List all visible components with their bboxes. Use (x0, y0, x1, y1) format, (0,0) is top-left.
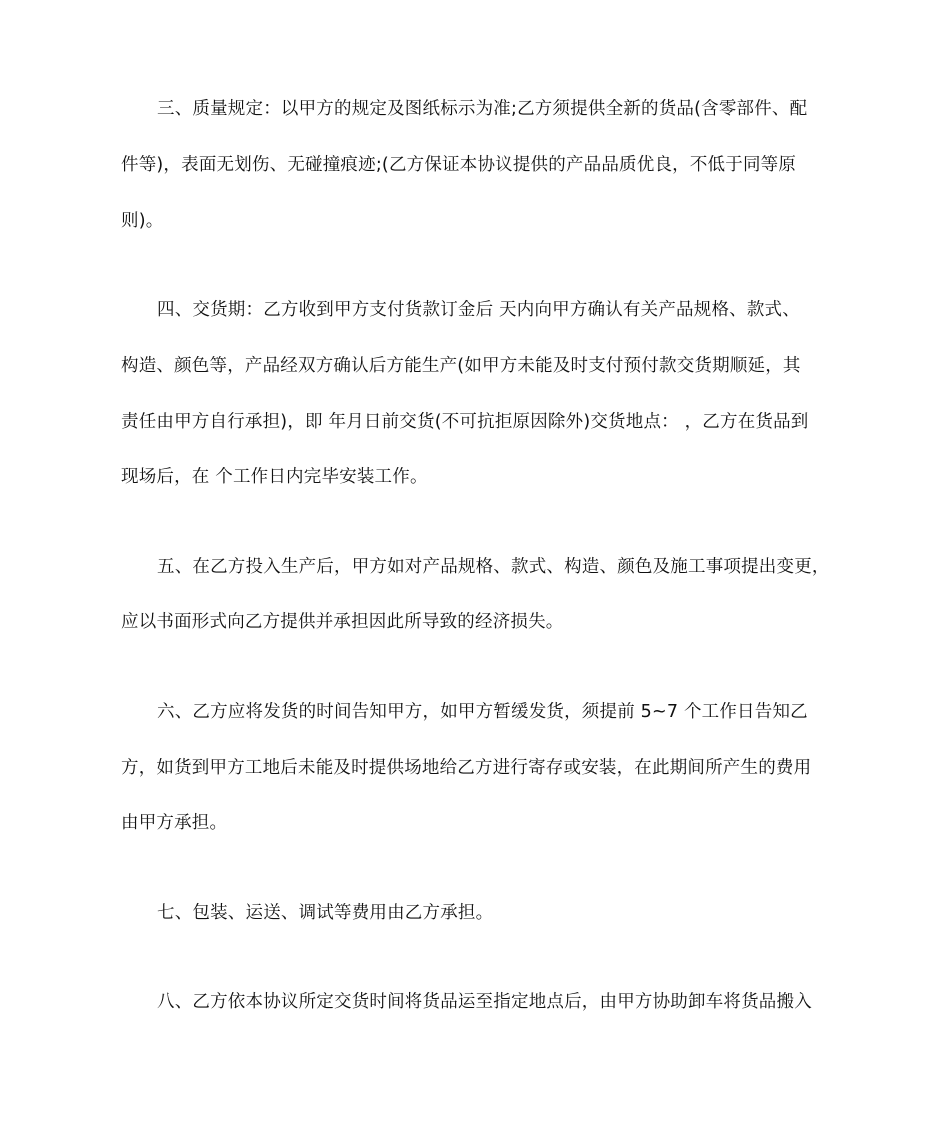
clause-5-line-2: 应以书面形式向乙方提供并承担因此所导致的经济损失。 (121, 612, 564, 632)
clause-4-line-4: 现场后，在 个工作日内完毕安装工作。 (121, 467, 428, 487)
clause-7-line-1: 七、包装、运送、调试等费用由乙方承担。 (157, 903, 494, 923)
clause-3-line-1: 三、质量规定：以甲方的规定及图纸标示为准;乙方须提供全新的货品(含零部件、配 (157, 99, 808, 119)
clause-6-line-3: 由甲方承担。 (121, 813, 228, 833)
clause-6-line-1: 六、乙方应将发货的时间告知甲方，如甲方暂缓发货，须提前 5~7 个工作日告知乙 (157, 702, 808, 722)
clause-6-line-2: 方，如货到甲方工地后未能及时提供场地给乙方进行寄存或安装，在此期间所产生的费用 (121, 758, 812, 778)
clause-3-line-2: 件等)，表面无划伤、无碰撞痕迹;(乙方保证本协议提供的产品品质优良，不低于同等原 (121, 155, 797, 175)
clause-4-line-2: 构造、颜色等，产品经双方确认后方能生产(如甲方未能及时支付预付款交货期顺延，其 (121, 356, 801, 376)
clause-4-line-3: 责任由甲方自行承担)，即 年月日前交货(不可抗拒原因除外)交货地点： ，乙方在货品到 (121, 412, 809, 432)
clause-4-line-1: 四、交货期：乙方收到甲方支付货款订金后 天内向甲方确认有关产品规格、款式、 (157, 300, 800, 320)
clause-3-line-3: 则)。 (121, 211, 164, 231)
clause-8-line-1: 八、乙方依本协议所定交货时间将货品运至指定地点后，由甲方协助卸车将货品搬入 (157, 992, 812, 1012)
clause-5-line-1: 五、在乙方投入生产后，甲方如对产品规格、款式、构造、颜色及施工事项提出变更， (157, 557, 830, 577)
